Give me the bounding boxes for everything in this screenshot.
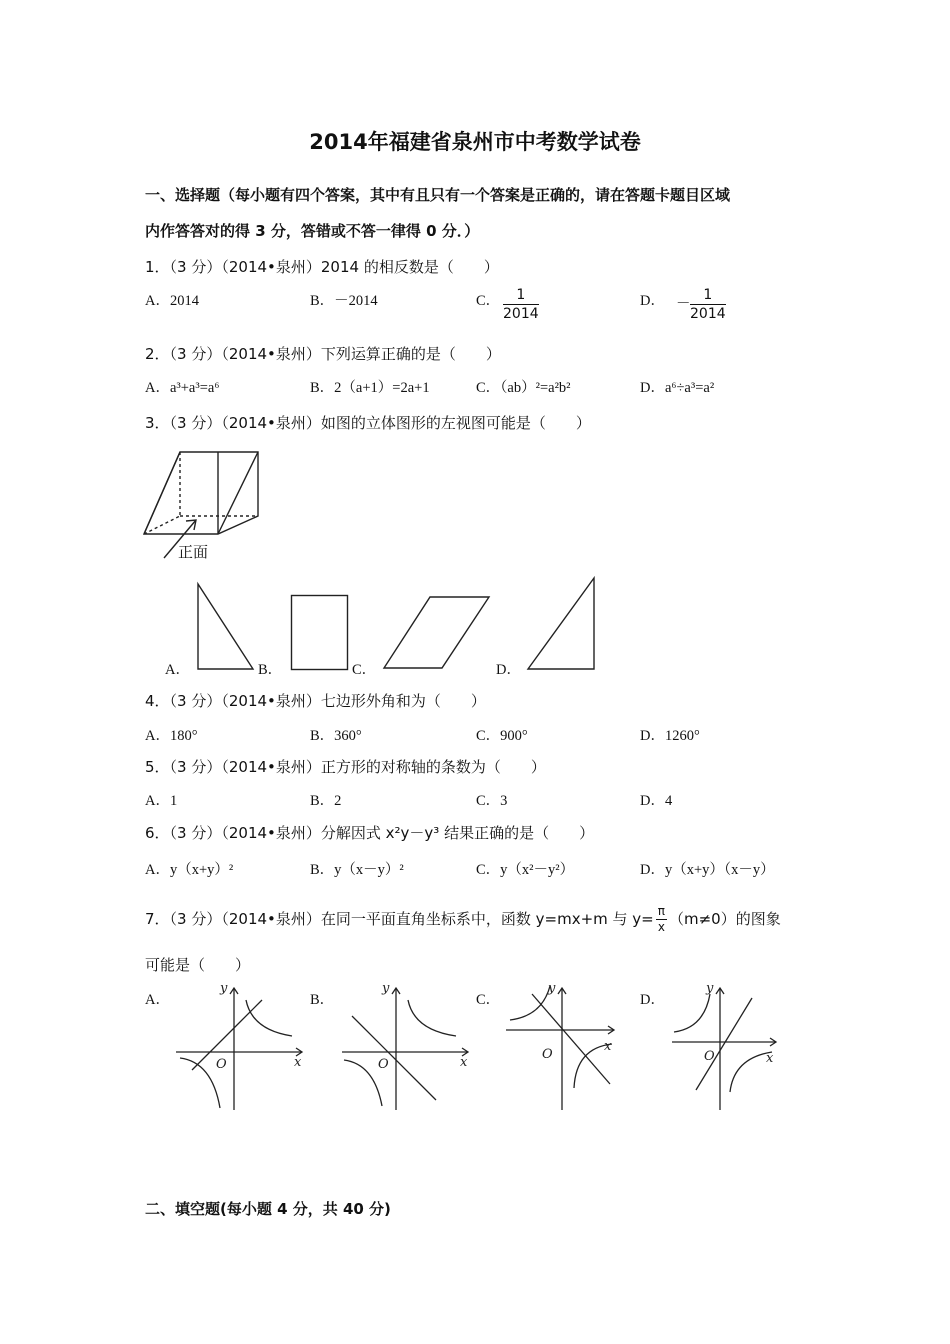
q7-b-hyperbola-lower: [344, 1060, 382, 1106]
q7-graph-c: [502, 980, 642, 1114]
q1-d-denominator: 2014: [690, 306, 726, 322]
section1-heading-line1: 一、选择题（每小题有四个答案，其中有且只有一个答案是正确的，请在答题卡题目区域: [145, 186, 731, 204]
q4-option-b[interactable]: B．360°: [310, 728, 362, 744]
page-title: 2014年福建省泉州市中考数学试卷: [309, 130, 641, 154]
q1-option-c-fraction: [503, 286, 539, 323]
q6-stem: 6．（3 分）（2014•泉州）分解因式 x²y－y³ 结果正确的是（ ）: [145, 824, 595, 842]
q7-a-hyperbola-lower: [180, 1058, 220, 1108]
q3-option-c[interactable]: C．: [352, 662, 377, 678]
q7-option-c[interactable]: C．: [476, 992, 501, 1008]
q7-c-y-label: y: [548, 981, 556, 996]
q4-option-c[interactable]: C．900°: [476, 728, 528, 744]
q7-stem-pre: 7．（3 分）（2014•泉州）在同一平面直角坐标系中，函数 y=mx+m 与 y=: [145, 910, 654, 928]
q1-option-c[interactable]: [476, 289, 500, 310]
q7-fraction-denominator: x: [657, 920, 665, 934]
q1-c-denominator: 2014: [503, 306, 539, 322]
q7-stem: [145, 904, 781, 935]
q3-front-label: 正面: [178, 544, 209, 561]
q1-option-d[interactable]: [640, 289, 665, 310]
q7-graph-a: [172, 980, 312, 1114]
q3-option-a-triangle: [196, 582, 256, 672]
q3-option-a[interactable]: A．: [165, 662, 190, 678]
q7-d-x-label: x: [766, 1051, 774, 1066]
q4-option-d[interactable]: D．1260°: [640, 728, 700, 744]
q7-c-line: [532, 994, 610, 1084]
q7-graph-b: [338, 980, 478, 1114]
q7-b-line: [352, 1016, 436, 1100]
q7-a-origin: O: [216, 1057, 227, 1072]
q2-option-c[interactable]: C．（ab）²=a²b²: [476, 380, 571, 396]
q6-option-a[interactable]: A．y（x+y）²: [145, 862, 234, 878]
q7-d-origin: O: [704, 1049, 715, 1064]
q1-d-sign: －: [676, 296, 691, 312]
q7-a-hyperbola-upper: [246, 1000, 292, 1036]
q5-stem: 5．（3 分）（2014•泉州）正方形的对称轴的条数为（ ）: [145, 758, 546, 776]
q3-solid-outline: [144, 452, 258, 534]
q2-option-b[interactable]: B．2（a+1）=2a+1: [310, 380, 430, 396]
q7-fraction: [656, 904, 667, 935]
q4-stem: 4．（3 分）（2014•泉州）七边形外角和为（ ）: [145, 692, 486, 710]
q7-option-d[interactable]: D．: [640, 992, 665, 1008]
q3-option-b[interactable]: B．: [258, 662, 283, 678]
q6-option-b[interactable]: B．y（x－y）²: [310, 862, 404, 878]
q3-option-b-rectangle: [290, 594, 350, 672]
q7-c-x-label: x: [604, 1039, 612, 1054]
q6-option-d[interactable]: D．y（x+y）（x－y）: [640, 862, 775, 878]
q5-option-d[interactable]: D．4: [640, 793, 673, 809]
q7-stem-post: （m≠0）的图象: [668, 910, 781, 928]
section1-heading-line2: 内作答答对的得 3 分，答错或不答一律得 0 分．）: [145, 222, 480, 240]
q1-option-d-label: D．: [640, 293, 665, 309]
q1-c-numerator: 1: [503, 286, 539, 305]
q1-stem: 1．（3 分）（2014•泉州）2014 的相反数是（ ）: [145, 258, 499, 276]
q7-d-hyperbola-upper: [674, 994, 710, 1032]
q3-option-d-triangle: [526, 576, 598, 672]
q5-option-c[interactable]: C．3: [476, 793, 508, 809]
q7-option-a[interactable]: A．: [145, 992, 170, 1008]
q3-option-d[interactable]: D．: [496, 662, 521, 678]
q7-b-hyperbola-upper: [408, 1000, 456, 1036]
q7-option-b[interactable]: B．: [310, 992, 335, 1008]
section2-heading: 二、填空题(每小题 4 分，共 40 分): [145, 1200, 391, 1218]
q7-a-y-label: y: [220, 981, 228, 996]
q1-option-a[interactable]: A．2014: [145, 293, 199, 309]
q5-option-a[interactable]: A．1: [145, 793, 178, 809]
q2-stem: 2．（3 分）（2014•泉州）下列运算正确的是（ ）: [145, 345, 501, 363]
q7-d-y-label: y: [706, 981, 714, 996]
q7-b-x-label: x: [460, 1055, 468, 1070]
q7-c-origin: O: [542, 1047, 553, 1062]
q1-option-b[interactable]: B．－2014: [310, 293, 378, 309]
q4-option-a[interactable]: A．180°: [145, 728, 198, 744]
q7-a-x-label: x: [294, 1055, 302, 1070]
q2-option-a[interactable]: A．a³+a³=a⁶: [145, 380, 220, 396]
q5-option-b[interactable]: B．2: [310, 793, 342, 809]
q7-b-y-label: y: [382, 981, 390, 996]
q7-a-line: [192, 1000, 262, 1070]
q1-d-numerator: 1: [690, 286, 726, 305]
q7-b-origin: O: [378, 1057, 389, 1072]
q7-graph-d: [668, 980, 808, 1114]
q1-option-c-label: C．: [476, 293, 501, 309]
q2-option-d[interactable]: D．a⁶÷a³=a²: [640, 380, 715, 396]
q1-option-d-fraction: [690, 286, 726, 323]
q3-option-c-parallelogram: [382, 595, 492, 671]
q6-option-c[interactable]: C．y（x²－y²）: [476, 862, 575, 878]
q7-fraction-numerator: π: [657, 904, 665, 918]
q7-stem-line2: 可能是（ ）: [145, 956, 251, 974]
q3-stem: 3．（3 分）（2014•泉州）如图的立体图形的左视图可能是（ ）: [145, 414, 591, 432]
q7-c-hyperbola-upper: [510, 986, 550, 1020]
